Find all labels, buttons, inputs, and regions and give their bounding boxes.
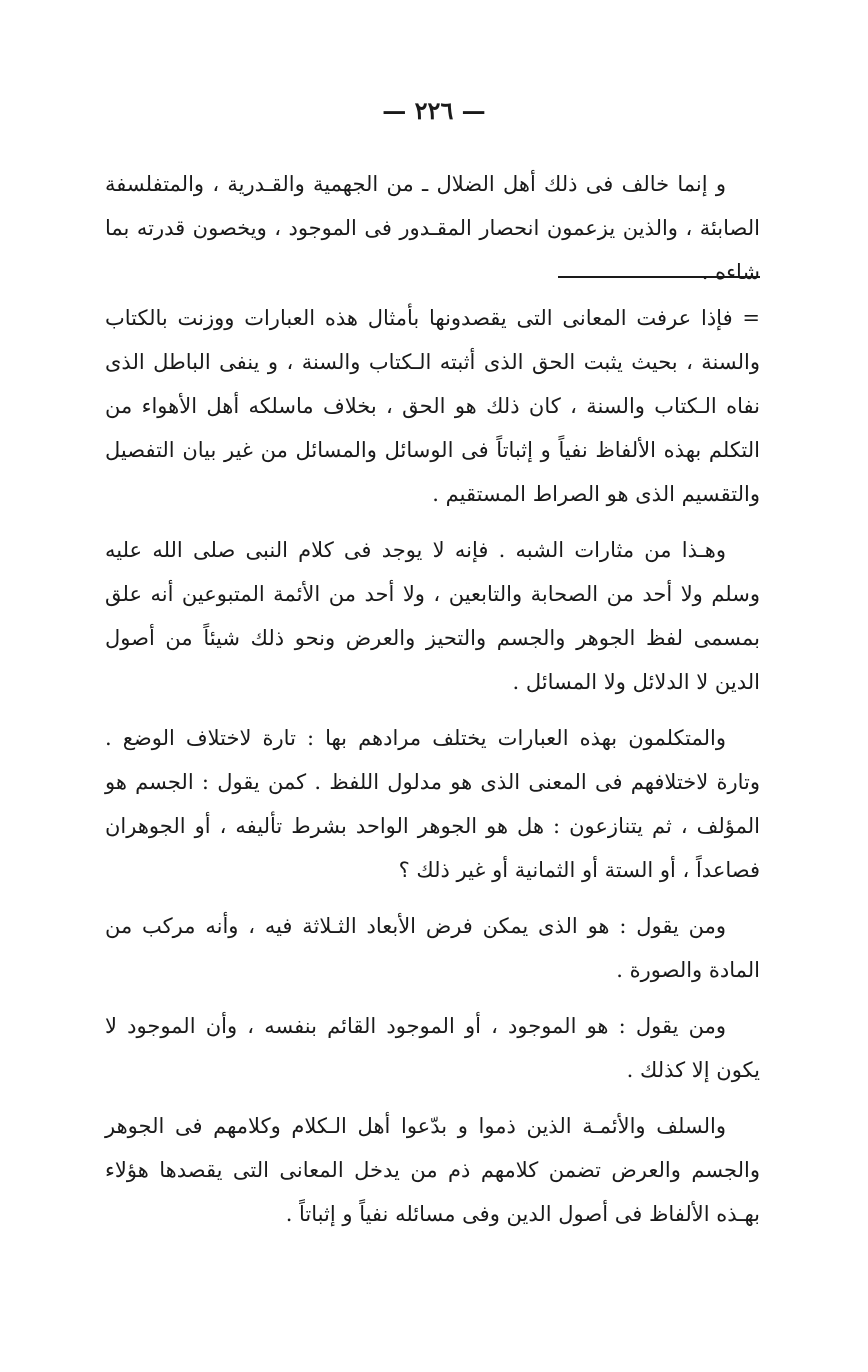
footnote-separator-rule bbox=[558, 276, 760, 278]
paragraph: والمتكلمون بهذه العبارات يختلف مرادهم بها : تارة لاختلاف الوضع . وتارة لاختلافهم فى المعنى الذى هو مدلول اللفظ . كمن يقول : الجسم هو المؤلف ، ثم يتنازعون : هل هو الجوهر الواحد بشرط تأليفه ، أو الجوهران فصاعداً ، أو الستة أو الثمانية أو غير ذلك ؟ bbox=[105, 726, 760, 882]
top-paragraph-block bbox=[105, 162, 760, 306]
paragraph: ومن يقول : هو الذى يمكن فرض الأبعاد الثـلاثة فيه ، وأنه مركب من المادة والصورة . bbox=[105, 914, 760, 982]
main-text-block bbox=[105, 296, 760, 1248]
paragraph: و إنما خالف فى ذلك أهل الضلال ـ من الجهمية والقـدرية ، والمتفلسفة الصابئة ، والذين يزعمون انحصار المقـدور فى الموجود ، ويخصون قدرته بما شاءه . bbox=[105, 172, 760, 284]
paragraph: = فإذا عرفت المعانى التى يقصدونها بأمثال هذه العبارات ووزنت بالكتاب والسنة ، بحيث يثبت الحق الذى أثبته الـكتاب والسنة ، و ينفى الباطل الذى نفاه الـكتاب والسنة ، كان ذلك هو الحق ، بخلاف ماسلكه أهل الأهواء من التكلم بهذه الألفاظ نفياً و إثباتاً فى الوسائل والمسائل من غير بيان التفصيل والتقسيم الذى هو الصراط المستقيم . bbox=[105, 306, 760, 506]
paragraph: وهـذا من مثارات الشبه . فإنه لا يوجد فى كلام النبى صلى الله عليه وسلم ولا أحد من الصحابة والتابعين ، ولا أحد من الأئمة المتبوعين أنه علق بمسمى لفظ الجوهر والجسم والتحيز والعرض ونحو ذلك شيئاً من أصول الدين لا الدلائل ولا المسائل . bbox=[105, 538, 760, 694]
paragraph: والسلف والأئمـة الذين ذموا و بدّعوا أهل الـكلام وكلامهم فى الجوهر والجسم والعرض تضمن كلامهم ذم من يدخل المعانى التى يقصدها هؤلاء بهـذه الألفاظ فى أصول الدين وفى مسائله نفياً و إثباتاً . bbox=[105, 1114, 760, 1226]
paragraph: ومن يقول : هو الموجود ، أو الموجود القائم بنفسه ، وأن الموجود لا يكون إلا كذلك . bbox=[105, 1014, 760, 1082]
page-number: — ٢٢٦ — bbox=[382, 96, 486, 125]
